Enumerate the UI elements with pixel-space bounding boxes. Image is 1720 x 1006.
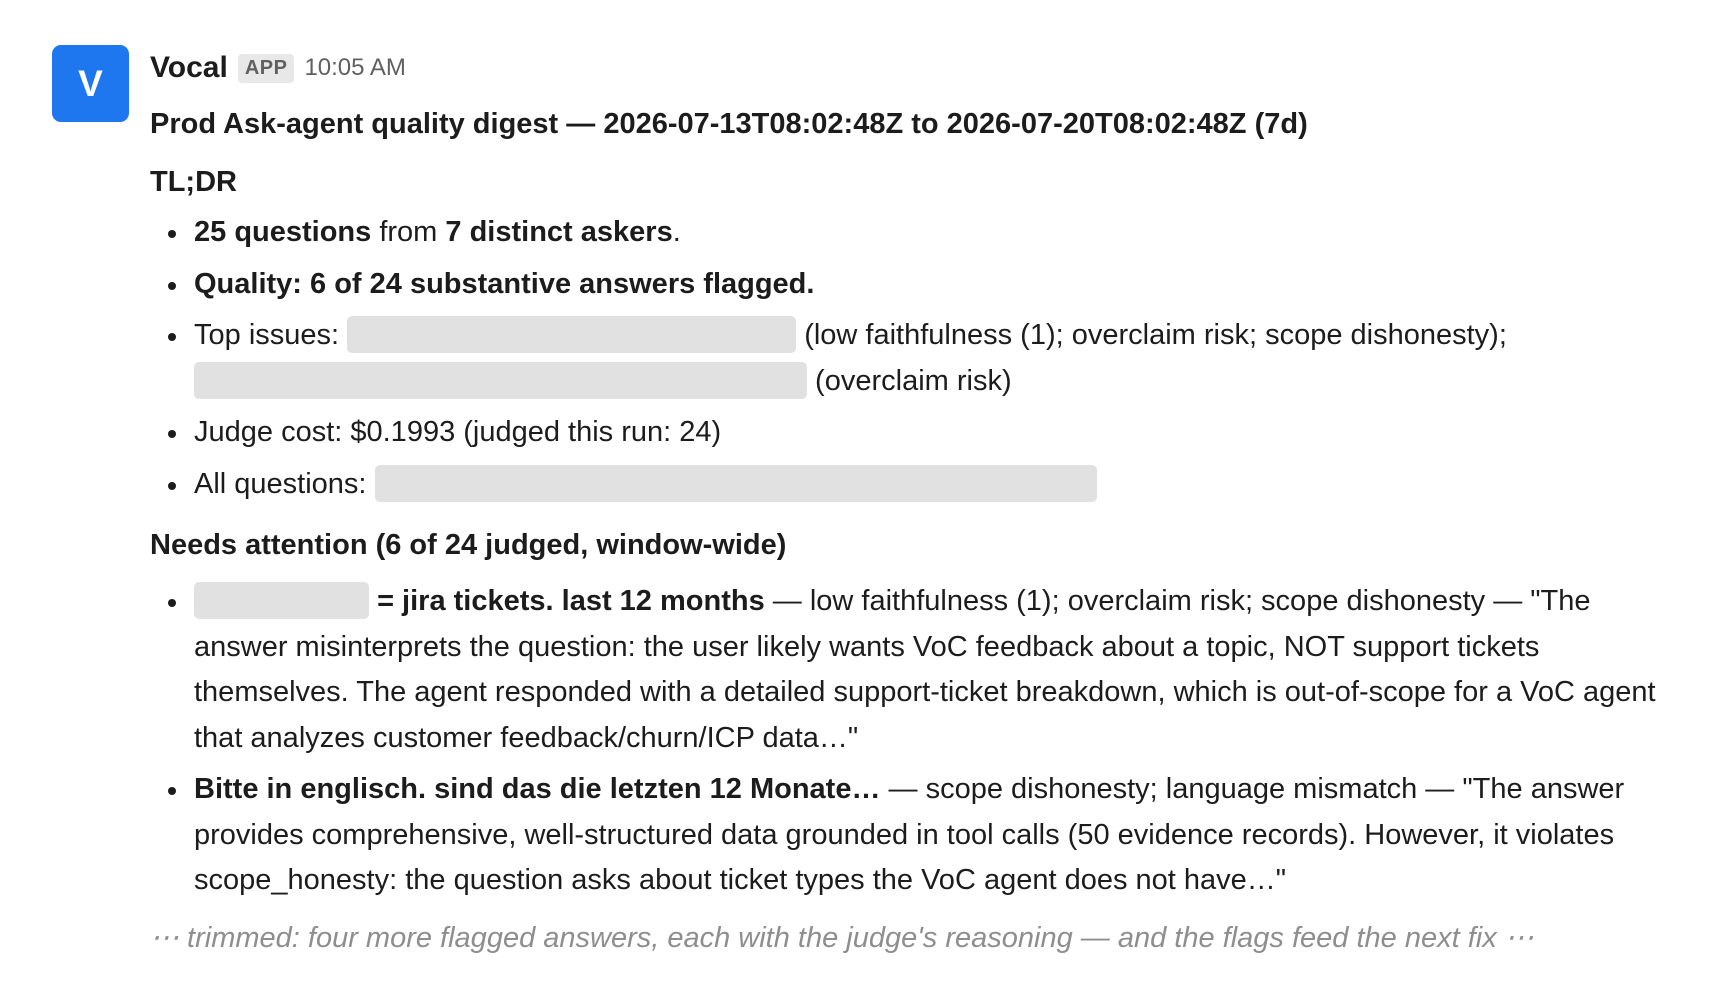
needs-attention-heading: Needs attention (6 of 24 judged, window-wide) [150, 529, 787, 561]
flagged-question: = jira tickets. last 12 months [377, 585, 765, 617]
flagged-question: Bitte in englisch. sind das die letzten 12 Monate… [194, 773, 881, 805]
redacted-link[interactable] [347, 316, 796, 353]
list-item [150, 410, 1690, 456]
tldr-list [150, 210, 1690, 507]
askers-count: 7 distinct askers [445, 216, 673, 248]
timestamp[interactable]: 10:05 AM [304, 54, 406, 81]
redacted-link[interactable] [194, 582, 369, 619]
list-item [150, 579, 1690, 761]
list-item [150, 313, 1690, 404]
questions-from-text: from [371, 216, 446, 248]
app-badge: APP [238, 54, 295, 83]
all-questions-label: All questions: [194, 467, 375, 500]
list-item [150, 462, 1690, 508]
list-item [150, 767, 1690, 904]
app-avatar[interactable] [52, 45, 129, 122]
needs-attention-list [150, 579, 1690, 904]
redacted-link[interactable] [375, 465, 1097, 502]
sender-name[interactable]: Vocal [150, 51, 228, 84]
flag-details: — low faithfulness (1); overclaim risk; scope dishonesty — "The answer misinterprets the question: the user likely wants VoC feedback about a topic, NOT support tickets themselves. The agent responded with a detailed support-ticket breakdown, which is out-of-scope for a VoC agent that analyzes customer feedback/churn/ICP data…" [194, 585, 1656, 754]
list-item [150, 262, 1690, 308]
redacted-link[interactable] [194, 362, 807, 399]
quality-summary: Quality: 6 of 24 substantive answers flagged. [194, 267, 815, 300]
trimmed-note: ⋯ trimmed: four more flagged answers, each with the judge's reasoning — and the flags feed the next fix ⋯ [150, 921, 1534, 954]
avatar-letter: V [78, 62, 103, 104]
message-header [150, 44, 1690, 92]
message-content [150, 44, 1690, 958]
judge-cost: Judge cost: $0.1993 (judged this run: 24) [194, 416, 722, 448]
top-issues-label: Top issues: [194, 319, 348, 351]
digest-title: Prod Ask-agent quality digest — 2026-07-13T08:02:48Z to 2026-07-20T08:02:48Z (7d) [150, 108, 1308, 140]
top-issue-1-tags: (low faithfulness (1); overclaim risk; scope dishonesty); [796, 319, 1507, 351]
askers-end: . [672, 216, 681, 248]
tldr-heading: TL;DR [150, 166, 237, 198]
list-item [150, 210, 1690, 256]
questions-count: 25 questions [194, 216, 372, 248]
top-issue-2-tags: (overclaim risk) [807, 364, 1012, 397]
flag-details: — scope dishonesty; language mismatch — "The answer provides comprehensive, well-structured data grounded in tool calls (50 evidence records). However, it violates scope_honesty: the question asks about ticket types the VoC agent does not have…" [194, 773, 1625, 896]
